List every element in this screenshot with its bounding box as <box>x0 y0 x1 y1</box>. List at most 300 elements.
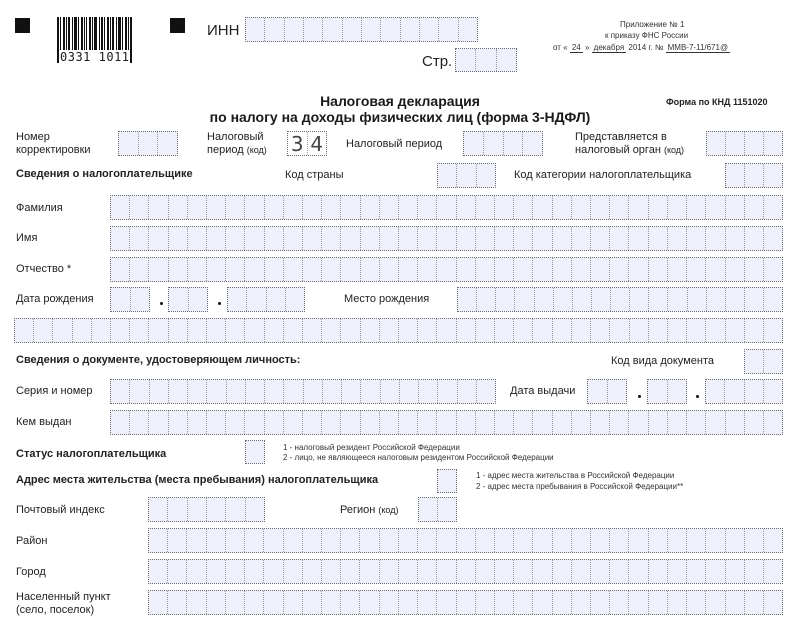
character-cell <box>588 380 608 403</box>
character-cell <box>610 227 629 250</box>
character-cell <box>284 380 303 403</box>
character-cell <box>380 529 399 552</box>
character-cell <box>591 591 610 614</box>
issued-by-label: Кем выдан <box>16 416 72 428</box>
character-cell <box>437 529 456 552</box>
character-cell <box>610 560 629 583</box>
character-cell <box>572 227 591 250</box>
status-option-2: 2 - лицо, не являющееся налоговым резидентом Российской Федерации <box>283 453 554 462</box>
character-cell <box>265 227 284 250</box>
correction-label: Номер корректировки <box>16 131 91 156</box>
character-cell <box>745 411 764 434</box>
order-number: ММВ-7-11/671@ <box>667 43 729 52</box>
character-cell <box>188 498 207 521</box>
character-cell <box>111 288 131 311</box>
character-cell <box>687 529 706 552</box>
character-cell <box>745 288 764 311</box>
character-cell <box>419 380 438 403</box>
appendix-order: от « 24 » декабря 2014 г. № ММВ-7-11/671@ <box>553 43 729 52</box>
address-section-title: Адрес места жительства (места пребывания) налогоплательщика <box>16 474 379 486</box>
character-cell <box>610 529 629 552</box>
character-cell <box>207 411 226 434</box>
character-cell <box>380 258 399 281</box>
character-cell <box>303 258 322 281</box>
character-cell <box>360 560 379 583</box>
character-cell <box>649 529 668 552</box>
character-cell <box>668 288 687 311</box>
character-cell <box>457 529 476 552</box>
character-cell <box>130 319 149 342</box>
character-cell <box>188 319 207 342</box>
character-cell <box>188 227 207 250</box>
character-cell <box>247 288 266 311</box>
character-cell <box>207 591 226 614</box>
character-cell <box>668 380 687 403</box>
character-cell <box>706 380 725 403</box>
character-cell <box>745 227 764 250</box>
character-cell <box>169 380 188 403</box>
character-cell <box>745 560 764 583</box>
birth-year-field[interactable] <box>227 287 305 312</box>
locality-field[interactable] <box>148 590 783 615</box>
character-cell <box>361 380 380 403</box>
character-cell <box>437 319 456 342</box>
character-cell <box>592 288 611 311</box>
character-cell <box>380 227 399 250</box>
doc-type-code-label: Код вида документа <box>611 355 714 367</box>
character-cell <box>668 196 687 219</box>
postal-code-field[interactable] <box>148 497 265 522</box>
character-cell <box>457 227 476 250</box>
inn-field[interactable] <box>245 17 478 42</box>
character-cell <box>168 498 187 521</box>
character-cell <box>399 529 418 552</box>
district-field[interactable] <box>148 528 783 553</box>
character-cell <box>207 319 226 342</box>
character-cell <box>495 319 514 342</box>
character-cell <box>514 560 533 583</box>
character-cell <box>169 288 189 311</box>
character-cell <box>360 529 379 552</box>
order-day: 24 <box>571 43 581 52</box>
character-cell <box>649 560 668 583</box>
character-cell <box>130 380 149 403</box>
birth-month-field[interactable] <box>168 287 208 312</box>
character-cell <box>418 560 437 583</box>
character-cell <box>341 319 360 342</box>
category-code-field[interactable] <box>725 163 783 188</box>
character-cell <box>264 560 283 583</box>
order-month: декабря <box>593 43 625 52</box>
character-cell <box>284 529 303 552</box>
character-cell <box>706 319 725 342</box>
series-number-label: Серия и номер <box>16 385 93 397</box>
character-cell <box>553 411 572 434</box>
character-cell <box>726 196 745 219</box>
character-cell <box>629 411 648 434</box>
form-code: Форма по КНД 1151020 <box>666 97 768 107</box>
character-cell <box>745 350 764 373</box>
tax-period-field[interactable] <box>463 131 543 156</box>
status-field[interactable] <box>245 440 265 464</box>
character-cell <box>361 319 380 342</box>
status-option-1: 1 - налоговый резидент Российской Федерации <box>283 443 460 452</box>
character-cell <box>111 258 130 281</box>
birth-place-continuation-field[interactable] <box>14 318 783 343</box>
character-cell <box>188 380 207 403</box>
character-cell <box>745 258 764 281</box>
character-cell <box>437 411 456 434</box>
character-cell <box>226 560 245 583</box>
page-number-field[interactable] <box>455 48 517 72</box>
character-cell <box>533 591 552 614</box>
character-cell <box>533 560 552 583</box>
character-cell <box>649 196 668 219</box>
page-label: Стр. <box>422 53 453 70</box>
character-cell <box>458 380 477 403</box>
character-cell <box>668 529 687 552</box>
birth-day-field[interactable] <box>110 287 150 312</box>
character-cell <box>515 288 534 311</box>
character-cell <box>457 196 476 219</box>
character-cell <box>477 288 496 311</box>
character-cell <box>437 258 456 281</box>
character-cell <box>342 380 361 403</box>
character-cell <box>629 196 648 219</box>
character-cell <box>668 258 687 281</box>
character-cell <box>111 227 130 250</box>
character-cell <box>514 227 533 250</box>
character-cell <box>495 196 514 219</box>
character-cell <box>533 227 552 250</box>
character-cell <box>514 196 533 219</box>
character-cell <box>361 258 380 281</box>
character-cell <box>187 560 206 583</box>
character-cell <box>399 319 418 342</box>
date-separator-dot <box>638 395 641 398</box>
region-label: Регион (код) <box>340 504 399 516</box>
character-cell <box>322 529 341 552</box>
character-cell <box>322 591 341 614</box>
character-cell <box>457 319 476 342</box>
character-cell <box>187 529 206 552</box>
character-cell <box>168 529 187 552</box>
character-cell <box>437 227 456 250</box>
character-cell <box>496 288 515 311</box>
birth-place-field[interactable] <box>457 287 783 312</box>
doc-type-code-field[interactable] <box>744 349 783 374</box>
character-cell <box>610 258 629 281</box>
character-cell <box>149 411 168 434</box>
character-cell <box>457 560 476 583</box>
character-cell <box>380 411 399 434</box>
character-cell <box>265 196 284 219</box>
character-cell <box>73 319 92 342</box>
character-cell <box>533 529 552 552</box>
character-cell <box>341 529 360 552</box>
character-cell <box>399 591 418 614</box>
character-cell <box>572 411 591 434</box>
address-option-2: 2 - адрес места пребывания в Российской Федерации** <box>476 482 684 491</box>
character-cell <box>284 560 303 583</box>
character-cell <box>608 380 627 403</box>
character-cell <box>226 529 245 552</box>
character-cell <box>399 258 418 281</box>
character-cell <box>226 319 245 342</box>
character-cell <box>361 227 380 250</box>
character-cell <box>399 227 418 250</box>
character-cell <box>438 380 457 403</box>
country-code-field[interactable] <box>437 163 496 188</box>
tax-period-code-field[interactable] <box>287 131 327 156</box>
character-cell <box>341 258 360 281</box>
character-cell <box>533 411 552 434</box>
character-cell <box>226 498 245 521</box>
character-cell <box>207 380 226 403</box>
region-code-field[interactable] <box>418 497 457 522</box>
character-cell <box>284 319 303 342</box>
character-cell <box>267 288 286 311</box>
character-cell <box>764 380 782 403</box>
date-separator-dot <box>160 302 163 305</box>
character-cell <box>189 288 208 311</box>
tax-authority-code-field[interactable] <box>706 131 783 156</box>
character-cell <box>341 411 360 434</box>
character-cell <box>418 411 437 434</box>
character-cell <box>476 258 495 281</box>
character-cell <box>149 591 168 614</box>
character-cell <box>553 591 572 614</box>
character-cell <box>245 411 264 434</box>
character-cell <box>726 288 745 311</box>
character-cell <box>591 258 610 281</box>
character-cell <box>246 380 265 403</box>
character-cell <box>495 591 514 614</box>
character-cell <box>245 529 264 552</box>
character-cell <box>649 288 668 311</box>
character-cell <box>726 411 745 434</box>
character-cell <box>573 288 592 311</box>
patronymic-field[interactable] <box>110 257 783 282</box>
character-cell <box>764 258 782 281</box>
character-cell <box>726 227 745 250</box>
character-cell <box>764 411 782 434</box>
character-cell <box>476 591 495 614</box>
character-cell <box>572 591 591 614</box>
character-cell <box>304 380 323 403</box>
tax-period-code-label: Налоговый период (код) <box>207 131 267 156</box>
character-cell <box>341 591 360 614</box>
character-cell <box>572 529 591 552</box>
character-cell <box>188 196 207 219</box>
character-cell <box>130 227 149 250</box>
character-cell <box>399 196 418 219</box>
character-cell <box>476 529 495 552</box>
character-cell <box>648 380 668 403</box>
character-cell <box>303 196 322 219</box>
character-cell <box>381 380 400 403</box>
character-cell <box>514 258 533 281</box>
character-cell <box>418 196 437 219</box>
character-cell <box>380 560 399 583</box>
character-cell <box>687 227 706 250</box>
character-cell <box>726 319 745 342</box>
character-cell <box>264 591 283 614</box>
character-cell <box>514 591 533 614</box>
character-cell <box>303 591 322 614</box>
character-cell <box>322 227 341 250</box>
character-cell <box>457 591 476 614</box>
character-cell <box>726 591 745 614</box>
character-cell <box>629 258 648 281</box>
first-name-label: Имя <box>16 232 38 244</box>
character-cell <box>706 227 725 250</box>
character-cell <box>400 380 419 403</box>
character-cell <box>303 529 322 552</box>
character-cell <box>553 319 572 342</box>
character-cell <box>418 591 437 614</box>
character-cell <box>457 411 476 434</box>
character-cell <box>360 591 379 614</box>
character-cell <box>745 319 764 342</box>
character-cell <box>130 196 149 219</box>
character-cell <box>188 411 207 434</box>
character-cell <box>610 411 629 434</box>
character-cell <box>169 411 188 434</box>
character-cell <box>591 227 610 250</box>
character-cell <box>169 258 188 281</box>
character-cell <box>149 560 168 583</box>
character-cell <box>322 196 341 219</box>
character-cell <box>226 196 245 219</box>
address-option-1: 1 - адрес места жительства в Российской Федерации <box>476 471 675 480</box>
character-cell <box>168 560 187 583</box>
character-cell <box>649 411 668 434</box>
character-cell <box>207 227 226 250</box>
character-cell <box>688 288 707 311</box>
character-cell <box>341 227 360 250</box>
form-title-line2: по налогу на доходы физических лиц (форма 3-НДФЛ) <box>209 109 591 125</box>
tax-period-code-digit-2: 4 <box>310 131 324 156</box>
character-cell <box>246 441 264 463</box>
barcode-number: 0331 1011 <box>60 50 130 64</box>
character-cell <box>284 196 303 219</box>
character-cell <box>399 560 418 583</box>
character-cell <box>457 258 476 281</box>
issue-year-field[interactable] <box>705 379 783 404</box>
character-cell <box>264 529 283 552</box>
character-cell <box>245 227 264 250</box>
character-cell <box>341 196 360 219</box>
series-number-field[interactable] <box>110 379 496 404</box>
character-cell <box>764 288 782 311</box>
character-cell <box>286 288 304 311</box>
character-cell <box>554 288 573 311</box>
character-cell <box>284 411 303 434</box>
character-cell <box>53 319 72 342</box>
surname-label: Фамилия <box>16 202 63 214</box>
character-cell <box>419 498 438 521</box>
city-field[interactable] <box>148 559 783 584</box>
character-cell <box>168 591 187 614</box>
character-cell <box>553 560 572 583</box>
patronymic-label: Отчество * <box>16 263 72 275</box>
character-cell <box>745 529 764 552</box>
character-cell <box>303 560 322 583</box>
character-cell <box>706 529 725 552</box>
character-cell <box>476 319 495 342</box>
character-cell <box>706 591 725 614</box>
character-cell <box>130 258 149 281</box>
character-cell <box>380 319 399 342</box>
character-cell <box>707 288 726 311</box>
character-cell <box>591 529 610 552</box>
character-cell <box>169 196 188 219</box>
character-cell <box>437 591 456 614</box>
character-cell <box>380 591 399 614</box>
character-cell <box>265 380 284 403</box>
character-cell <box>380 196 399 219</box>
correction-number-field[interactable] <box>118 131 178 156</box>
registration-marker-right <box>170 18 185 33</box>
character-cell <box>476 196 495 219</box>
first-name-field[interactable] <box>110 226 783 251</box>
character-cell <box>149 227 168 250</box>
character-cell <box>341 560 360 583</box>
character-cell <box>610 196 629 219</box>
character-cell <box>687 319 706 342</box>
issue-day-field[interactable] <box>587 379 627 404</box>
appendix-line2: к приказу ФНС России <box>605 31 689 40</box>
character-cell <box>553 196 572 219</box>
character-cell <box>207 196 226 219</box>
character-cell <box>322 560 341 583</box>
character-cell <box>207 560 226 583</box>
character-cell <box>668 411 687 434</box>
character-cell <box>111 319 130 342</box>
address-type-field[interactable] <box>437 469 457 493</box>
issued-by-field[interactable] <box>110 410 783 435</box>
character-cell <box>130 411 149 434</box>
character-cell <box>630 319 649 342</box>
character-cell <box>514 411 533 434</box>
character-cell <box>687 196 706 219</box>
character-cell <box>725 380 744 403</box>
tax-authority-label: Представляется в налоговый орган (код) <box>575 131 685 156</box>
surname-field[interactable] <box>110 195 783 220</box>
character-cell <box>668 560 687 583</box>
character-cell <box>514 529 533 552</box>
character-cell <box>553 258 572 281</box>
character-cell <box>745 196 764 219</box>
character-cell <box>418 227 437 250</box>
character-cell <box>764 591 782 614</box>
character-cell <box>649 227 668 250</box>
character-cell <box>418 319 437 342</box>
character-cell <box>745 591 764 614</box>
character-cell <box>533 258 552 281</box>
character-cell <box>495 258 514 281</box>
character-cell <box>745 380 764 403</box>
character-cell <box>553 227 572 250</box>
character-cell <box>726 560 745 583</box>
issue-month-field[interactable] <box>647 379 687 404</box>
character-cell <box>245 591 264 614</box>
character-cell <box>476 411 495 434</box>
character-cell <box>437 560 456 583</box>
date-separator-dot <box>218 302 221 305</box>
character-cell <box>764 350 782 373</box>
